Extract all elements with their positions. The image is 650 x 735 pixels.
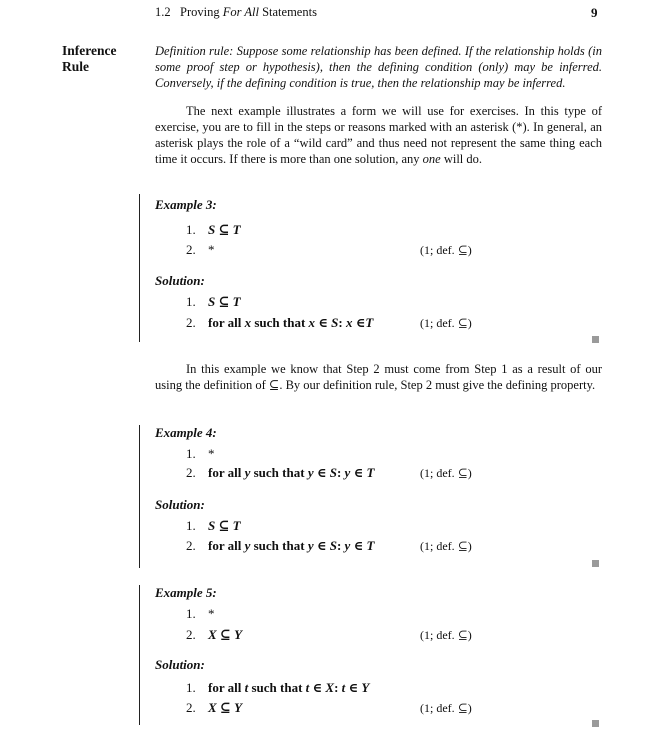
section-title-italic: For All — [222, 5, 259, 19]
example-4-solution-reason-2: (1; def. ⊆) — [420, 539, 472, 553]
example-4-solution-step-1: 1. S ⊆ T — [186, 518, 241, 533]
example-4-bar — [139, 425, 140, 568]
intro-emphasis: one — [422, 152, 441, 166]
example-4-solution-step-2: 2. for all y such that y ∈ S: y ∈ T — [186, 538, 375, 553]
explanation-paragraph: In this example we know that Step 2 must come from Step 1 as a result of our using the definition of ⊆. By our definition rule, Step 2 must give the defining property. — [155, 362, 602, 392]
example-3-bar — [139, 194, 140, 342]
section-title-post: Statements — [258, 5, 317, 19]
example-5-solution-step-1: 1. for all t such that t ∈ X: t ∈ Y — [186, 680, 370, 695]
example-5-reason-2: (1; def. ⊆) — [420, 628, 472, 642]
example-4-solution-label: Solution: — [155, 497, 205, 512]
example-5-bar — [139, 585, 140, 725]
example-3-solution-label: Solution: — [155, 273, 205, 288]
example-3-title: Example 3: — [155, 197, 217, 212]
running-header — [155, 5, 317, 20]
side-heading-line1: Inference — [62, 43, 117, 58]
example-3-solution-step-1: 1. S ⊆ T — [186, 294, 241, 309]
definition-rule: Definition rule: Suppose some relationship has been defined. If the relationship holds (in some proof step or hypothesis), then the defining condition (only) may be inferred. Conversely, if the defining condition is true, then the relationship may be inferred. — [155, 44, 602, 90]
intro-text-before: The next example illustrates a form we will use for exercises. In this type of exercise, you are to fill in the steps or reasons marked with an asterisk (*). In general, an asterisk plays the role of a “wild card” and thus need not represent the same thing each time it occurs. If there is more than one solution, any — [155, 104, 602, 166]
asterisk: * — [208, 606, 215, 621]
intro-paragraph — [155, 103, 602, 167]
side-heading-line2: Rule — [62, 59, 89, 74]
example-4-reason-2: (1; def. ⊆) — [420, 466, 472, 480]
example-3-step-2: 2. * — [186, 242, 215, 257]
end-of-example-mark — [592, 336, 599, 343]
asterisk: * — [208, 242, 215, 257]
example-5-step-2: 2. X ⊆ Y — [186, 627, 243, 642]
example-5-title: Example 5: — [155, 585, 217, 600]
example-3-solution-reason-2: (1; def. ⊆) — [420, 316, 472, 330]
page-number: 9 — [591, 5, 598, 20]
example-4-step-2: 2. for all y such that y ∈ S: y ∈ T — [186, 465, 375, 480]
side-heading — [62, 43, 142, 75]
section-title-pre: Proving — [180, 5, 223, 19]
asterisk: * — [208, 446, 215, 461]
example-5-solution-step-2: 2. X ⊆ Y — [186, 700, 243, 715]
section-number: 1.2 — [155, 5, 171, 19]
example-3-reason-2: (1; def. ⊆) — [420, 243, 472, 257]
example-5-solution-label: Solution: — [155, 657, 205, 672]
intro-text-after: will do. — [440, 152, 483, 166]
example-5-solution-reason-2: (1; def. ⊆) — [420, 701, 472, 715]
example-4-step-1: 1. * — [186, 446, 215, 461]
end-of-example-mark — [592, 720, 599, 727]
end-of-example-mark — [592, 560, 599, 567]
example-5-step-1: 1. * — [186, 606, 215, 621]
example-3-step-1: 1. S ⊆ T — [186, 222, 241, 237]
example-4-title: Example 4: — [155, 425, 217, 440]
example-3-solution-step-2: 2. for all x such that x ∈ S: x ∈T — [186, 315, 374, 330]
